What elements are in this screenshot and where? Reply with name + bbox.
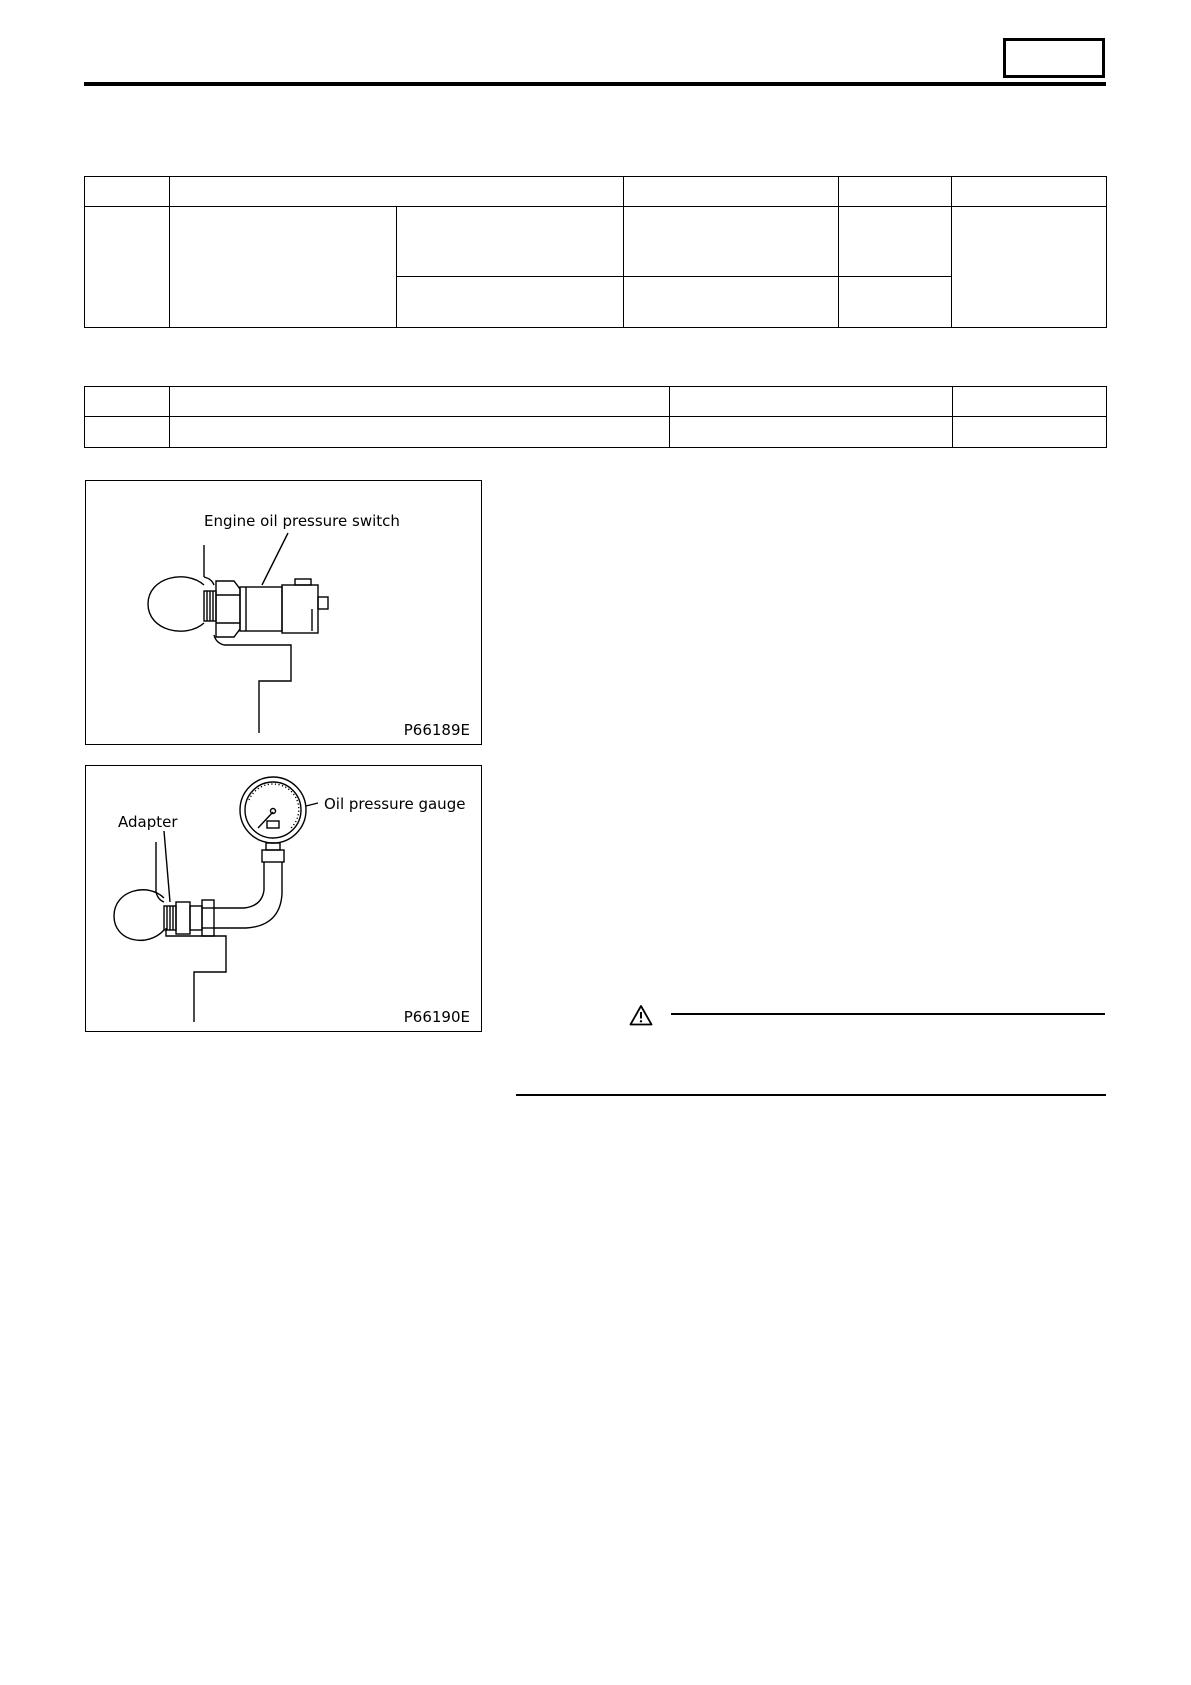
table-header-cell xyxy=(85,387,170,417)
table-cell xyxy=(624,277,839,328)
table-cell xyxy=(839,277,952,328)
figure-callout-label: Engine oil pressure switch xyxy=(204,512,400,530)
caution-rule xyxy=(671,1013,1105,1015)
table-cell xyxy=(170,417,670,448)
oil-pressure-switch-illustration xyxy=(86,481,480,743)
table-header-row xyxy=(85,177,1107,207)
warning-triangle-icon xyxy=(629,1004,653,1026)
table-cell xyxy=(85,417,170,448)
table-row xyxy=(85,207,1107,277)
figure-code: P66189E xyxy=(403,721,470,739)
figure-oil-pressure-switch xyxy=(85,480,482,745)
table-cell xyxy=(397,207,624,277)
table-cell xyxy=(953,417,1107,448)
section-end-rule xyxy=(516,1094,1106,1096)
figure-code: P66190E xyxy=(403,1008,470,1026)
table-cell xyxy=(624,207,839,277)
table-header-cell xyxy=(85,177,170,207)
table-header-cell xyxy=(170,177,624,207)
page-number-box xyxy=(1003,38,1105,78)
table-cell xyxy=(397,277,624,328)
table-header-cell xyxy=(670,387,953,417)
figure-oil-pressure-gauge xyxy=(85,765,482,1032)
table-header-cell xyxy=(952,177,1107,207)
figure-callout-label: Adapter xyxy=(118,813,178,831)
table-row xyxy=(85,417,1107,448)
table-cell xyxy=(85,207,170,328)
table-header-row xyxy=(85,387,1107,417)
header-rule xyxy=(84,82,1106,86)
table-header-cell xyxy=(170,387,670,417)
oil-pressure-gauge-illustration xyxy=(86,766,480,1030)
tool-table xyxy=(84,386,1107,448)
specification-table xyxy=(84,176,1107,328)
table-header-cell xyxy=(839,177,952,207)
table-cell xyxy=(952,207,1107,328)
figure-callout-label: Oil pressure gauge xyxy=(324,795,466,813)
table-header-cell xyxy=(953,387,1107,417)
table-cell xyxy=(670,417,953,448)
table-cell xyxy=(170,207,397,328)
table-cell xyxy=(839,207,952,277)
table-header-cell xyxy=(624,177,839,207)
